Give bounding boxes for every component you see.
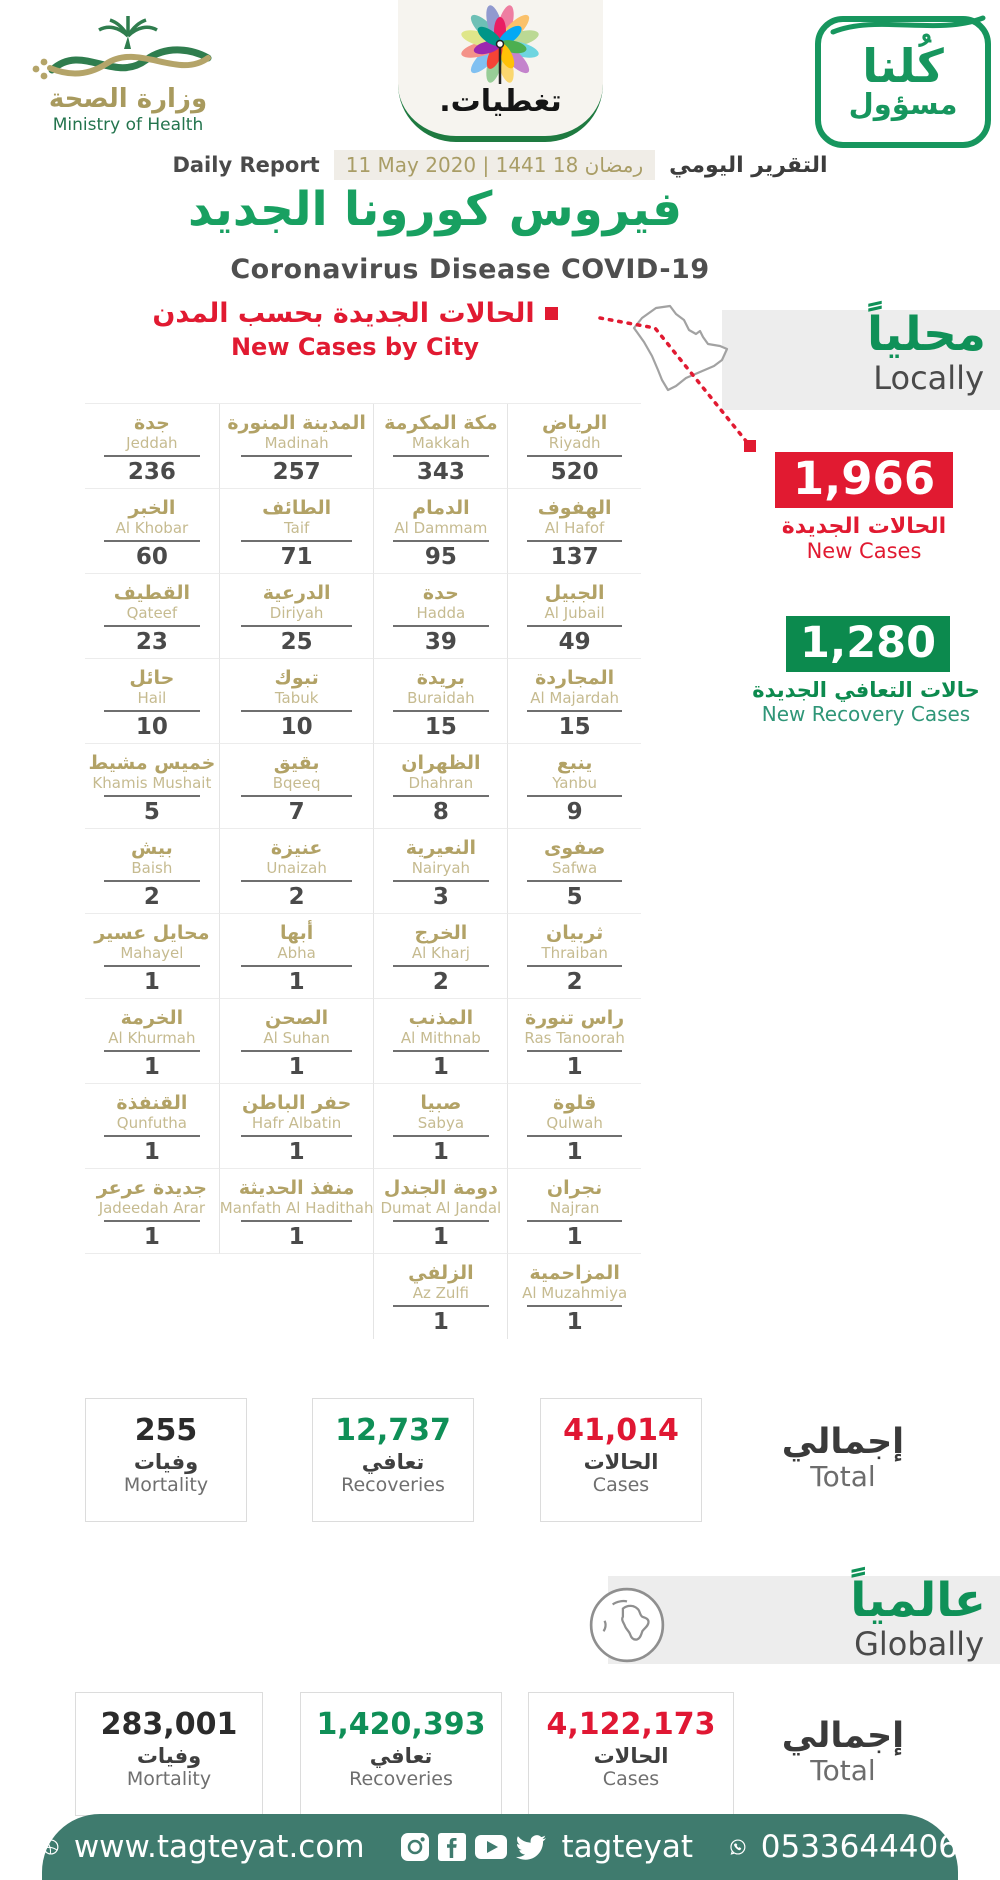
global-mortality-box: [75, 1692, 263, 1816]
city-cell: [507, 744, 641, 829]
city-new-cases-value: 1: [288, 1223, 305, 1250]
city-name-ar: الطائف: [262, 497, 332, 519]
globally-heading-en: Globally: [854, 1625, 984, 1664]
global-cases-label-en: Cases: [602, 1768, 660, 1790]
city-cell: [219, 404, 374, 489]
local-recoveries-box: [312, 1398, 474, 1522]
youtube-icon: [474, 1834, 508, 1860]
city-cell: [219, 574, 374, 659]
global-recoveries-value: 1,420,393: [316, 1707, 486, 1742]
city-name-en: Tabuk: [274, 688, 319, 707]
city-new-cases-value: 236: [127, 458, 176, 485]
city-new-cases-value: 1: [432, 1308, 449, 1335]
local-cases-value: 41,014: [563, 1413, 679, 1448]
city-name-en: Jadeedah Arar: [98, 1198, 206, 1217]
city-name-en: Unaizah: [266, 858, 327, 877]
daily-report-ar: التقرير اليومي: [669, 152, 828, 178]
city-cell: [373, 744, 507, 829]
city-name-ar: الدرعية: [262, 582, 331, 604]
local-total-en: Total: [810, 1460, 876, 1493]
city-name-ar: الزلفي: [408, 1262, 474, 1284]
saudi-arabia-map-icon: [626, 294, 746, 404]
city-cell: [85, 999, 219, 1084]
city-name-en: Baish: [131, 858, 173, 877]
city-underline: [527, 965, 623, 967]
city-underline: [527, 880, 623, 882]
city-name-en: Dhahran: [408, 773, 474, 792]
city-new-cases-value: 1: [143, 1223, 160, 1250]
tagteyat-flower-icon: [398, 0, 603, 86]
city-name-en: Buraidah: [407, 688, 475, 707]
daily-report-en: Daily Report: [172, 153, 320, 177]
city-cell: [507, 574, 641, 659]
city-name-en: Qunfutha: [116, 1113, 187, 1132]
city-name-en: Diriyah: [269, 603, 324, 622]
city-name-ar: الرياض: [541, 412, 608, 434]
locally-heading-ar: محلياً: [867, 307, 986, 362]
city-name-ar: القنفذة: [116, 1092, 188, 1114]
city-new-cases-value: 60: [135, 543, 168, 570]
city-name-ar: محايل عسير: [94, 922, 210, 944]
local-cases-box: [540, 1398, 702, 1522]
new-cases-labels: [754, 514, 974, 563]
city-cell: [507, 914, 641, 999]
city-name-ar: بيش: [131, 837, 173, 859]
footer-website: www.tagteyat.com: [73, 1829, 365, 1865]
new-cases-by-city-ar: الحالات الجديدة بحسب المدن: [152, 298, 535, 329]
city-name-ar: راس تنورة: [525, 1007, 625, 1029]
city-underline: [527, 540, 623, 542]
city-new-cases-value: 2: [288, 883, 305, 910]
city-new-cases-value: 23: [135, 628, 168, 655]
city-name-en: Al Khurmah: [108, 1028, 196, 1047]
city-cell: [507, 489, 641, 574]
city-cell: [373, 489, 507, 574]
city-new-cases-value: 9: [566, 798, 583, 825]
city-name-en: Taif: [283, 518, 310, 537]
city-name-ar: الخرج: [414, 922, 468, 944]
city-cell: [85, 1169, 219, 1254]
global-recoveries-box: [300, 1692, 502, 1816]
city-cell: [219, 914, 374, 999]
local-mortality-value: 255: [134, 1413, 198, 1448]
city-name-en: Al Jubail: [544, 603, 605, 622]
city-underline: [104, 880, 200, 882]
city-underline: [104, 965, 200, 967]
new-cases-by-city-en: New Cases by City: [230, 333, 480, 361]
city-cell: [507, 1169, 641, 1254]
footer-social-icons: [400, 1832, 547, 1862]
page-title-arabic: فيروس كورونا الجديد: [188, 182, 682, 237]
city-cell: [507, 404, 641, 489]
city-cell: [373, 999, 507, 1084]
global-total-en: Total: [810, 1754, 876, 1787]
city-new-cases-value: 1: [566, 1223, 583, 1250]
city-underline: [104, 710, 200, 712]
city-underline: [241, 455, 352, 457]
city-name-en: Al Suhan: [263, 1028, 330, 1047]
city-underline: [241, 540, 352, 542]
city-new-cases-value: 1: [143, 968, 160, 995]
local-mortality-box: [85, 1398, 247, 1522]
city-name-ar: القطيف: [113, 582, 190, 604]
city-name-ar: المجاردة: [535, 667, 615, 689]
city-new-cases-value: 343: [416, 458, 465, 485]
city-underline: [104, 1220, 200, 1222]
city-name-ar: جدة: [133, 412, 170, 434]
city-name-en: Al Khobar: [115, 518, 189, 537]
badge-line2: مسؤول: [848, 87, 958, 122]
global-mortality-value: 283,001: [100, 1707, 238, 1742]
city-underline: [241, 710, 352, 712]
city-underline: [393, 1220, 489, 1222]
city-name-en: Al Muzahmiya: [522, 1283, 628, 1302]
city-name-ar: مكة المكرمة: [384, 412, 498, 434]
badge-line1: كُلنا: [862, 39, 944, 94]
footer-social-handle: tagteyat: [561, 1829, 693, 1865]
city-underline: [393, 540, 489, 542]
city-name-en: Ras Tanoorah: [524, 1028, 625, 1047]
local-cases-label-en: Cases: [592, 1474, 650, 1496]
city-cell: [507, 999, 641, 1084]
city-cell: [507, 1084, 641, 1169]
city-name-en: Qulwah: [546, 1113, 603, 1132]
global-recoveries-label-ar: تعافي: [369, 1744, 433, 1768]
new-recoveries-label-en: New Recovery Cases: [761, 702, 971, 726]
global-total-label: [758, 1716, 928, 1787]
city-name-en: Jeddah: [126, 433, 178, 452]
city-name-ar: حفر الباطن: [241, 1092, 352, 1114]
city-name-ar: حائل: [129, 667, 175, 689]
city-cell: [373, 829, 507, 914]
city-name-en: Khamis Mushait: [92, 773, 212, 792]
red-square-bullet-icon: [545, 307, 558, 320]
city-underline: [393, 455, 489, 457]
city-new-cases-value: 1: [143, 1053, 160, 1080]
city-underline: [527, 795, 623, 797]
city-underline: [527, 1050, 623, 1052]
city-name-ar: دومة الجندل: [383, 1177, 498, 1199]
city-cell: [219, 659, 374, 744]
city-underline: [527, 1305, 623, 1307]
city-cell: [85, 829, 219, 914]
city-new-cases-value: 1: [566, 1308, 583, 1335]
new-cases-value-box: 1,966: [775, 452, 953, 508]
city-name-en: Bqeeq: [272, 773, 321, 792]
city-name-en: Hafr Albatin: [251, 1113, 342, 1132]
city-name-en: Sabya: [417, 1113, 465, 1132]
city-underline: [393, 1135, 489, 1137]
city-name-en: Najran: [549, 1198, 600, 1217]
city-underline: [241, 1135, 352, 1137]
city-new-cases-value: 49: [558, 628, 591, 655]
global-cases-label-ar: الحالات: [593, 1744, 669, 1768]
city-underline: [241, 965, 352, 967]
city-new-cases-value: 2: [432, 968, 449, 995]
city-name-ar: بريدة: [416, 667, 465, 689]
global-mortality-label-ar: وفيات: [136, 1744, 202, 1768]
facebook-icon: [437, 1832, 467, 1862]
city-name-ar: الصحن: [265, 1007, 329, 1029]
local-mortality-label-en: Mortality: [123, 1474, 209, 1496]
city-name-ar: صفوى: [543, 837, 606, 859]
city-underline: [241, 1220, 352, 1222]
city-name-ar: الخرمة: [120, 1007, 184, 1029]
city-cell: [219, 744, 374, 829]
moh-name-english: Ministry of Health: [52, 115, 204, 135]
city-new-cases-value: 1: [432, 1138, 449, 1165]
city-name-en: Manfath Al Hadithah: [219, 1198, 374, 1217]
city-name-ar: خميس مشيط: [88, 752, 216, 774]
city-new-cases-value: 257: [272, 458, 321, 485]
city-name-en: Nairyah: [411, 858, 471, 877]
city-cell: [373, 574, 507, 659]
city-cell: [85, 659, 219, 744]
city-name-ar: حدة: [422, 582, 459, 604]
city-underline: [241, 795, 352, 797]
city-cell: [85, 404, 219, 489]
global-cases-value: 4,122,173: [546, 1707, 716, 1742]
city-underline: [393, 965, 489, 967]
globally-heading-ar: عالمياً: [850, 1573, 986, 1628]
city-new-cases-value: 5: [566, 883, 583, 910]
city-cell: [219, 829, 374, 914]
city-name-en: Yanbu: [552, 773, 598, 792]
city-new-cases-value: 137: [550, 543, 599, 570]
city-name-ar: بقيق: [273, 752, 320, 774]
city-name-ar: المذنب: [408, 1007, 474, 1029]
city-underline: [393, 625, 489, 627]
city-name-en: Hadda: [416, 603, 466, 622]
city-new-cases-value: 10: [135, 713, 168, 740]
city-new-cases-value: 95: [424, 543, 457, 570]
city-cell: [219, 489, 374, 574]
city-name-ar: ينبع: [556, 752, 593, 774]
city-name-ar: الدمام: [412, 497, 470, 519]
city-name-ar: أبها: [279, 922, 314, 944]
city-underline: [393, 880, 489, 882]
city-underline: [393, 1305, 489, 1307]
city-underline: [527, 1220, 623, 1222]
city-new-cases-value: 1: [288, 1138, 305, 1165]
city-new-cases-value: 8: [432, 798, 449, 825]
city-name-ar: ثربيان: [546, 922, 604, 944]
new-recoveries-value-box: 1,280: [786, 616, 950, 672]
local-cases-label-ar: الحالات: [583, 1450, 659, 1474]
new-recoveries-labels: [726, 678, 1000, 726]
city-underline: [241, 625, 352, 627]
city-name-en: Al Mithnab: [400, 1028, 481, 1047]
city-name-en: Dumat Al Jandal: [380, 1198, 502, 1217]
tagteyat-logo: [398, 0, 603, 142]
new-cases-label-ar: الحالات الجديدة: [781, 514, 947, 539]
city-underline: [104, 540, 200, 542]
local-recoveries-label-en: Recoveries: [341, 1474, 445, 1496]
city-grid: [85, 403, 641, 1339]
global-cases-box: [528, 1692, 734, 1816]
city-cell: [85, 489, 219, 574]
global-mortality-label-en: Mortality: [126, 1768, 212, 1790]
city-underline: [527, 1135, 623, 1137]
city-cell: [219, 999, 374, 1084]
report-date-row: [0, 150, 1000, 180]
city-underline: [241, 1050, 352, 1052]
city-new-cases-value: 1: [288, 968, 305, 995]
city-new-cases-value: 1: [288, 1053, 305, 1080]
city-name-ar: الخبر: [128, 497, 176, 519]
city-cell: [85, 744, 219, 829]
city-new-cases-value: 71: [280, 543, 313, 570]
city-new-cases-value: 5: [143, 798, 160, 825]
city-new-cases-value: 7: [288, 798, 305, 825]
whatsapp-icon: [729, 1829, 747, 1865]
local-recoveries-value: 12,737: [335, 1413, 451, 1448]
city-cell: [507, 1254, 641, 1339]
report-date-chip: 11 May 2020 | 1441 رمضان 18: [334, 150, 655, 180]
city-new-cases-value: 15: [424, 713, 457, 740]
local-total-label: [758, 1422, 928, 1493]
city-new-cases-value: 1: [432, 1223, 449, 1250]
city-name-en: Qateef: [126, 603, 178, 622]
moh-logo: [18, 12, 238, 135]
city-name-en: Al Hafof: [544, 518, 605, 537]
city-name-en: Madinah: [264, 433, 329, 452]
city-underline: [104, 1135, 200, 1137]
city-underline: [393, 795, 489, 797]
local-recoveries-label-ar: تعافي: [361, 1450, 425, 1474]
city-new-cases-value: 1: [143, 1138, 160, 1165]
city-name-en: Thraiban: [541, 943, 608, 962]
city-name-ar: الجبيل: [544, 582, 605, 604]
city-name-ar: قلوة: [552, 1092, 597, 1114]
moh-emblem-icon: [18, 12, 238, 84]
city-name-en: Al Kharj: [411, 943, 470, 962]
city-name-ar: عنيزة: [270, 837, 323, 859]
city-new-cases-value: 2: [566, 968, 583, 995]
city-name-en: Safwa: [552, 858, 598, 877]
city-name-en: Riyadh: [548, 433, 601, 452]
city-new-cases-value: 25: [280, 628, 313, 655]
city-name-en: Hail: [137, 688, 167, 707]
city-name-ar: النعيرية: [405, 837, 477, 859]
city-cell: [373, 1169, 507, 1254]
city-new-cases-value: 15: [558, 713, 591, 740]
city-underline: [393, 1050, 489, 1052]
city-name-ar: المدينة المنورة: [227, 412, 366, 434]
new-cases-by-city-heading: [120, 298, 590, 361]
city-name-en: Al Dammam: [394, 518, 488, 537]
new-recoveries-label-ar: حالات التعافي الجديدة: [752, 678, 980, 702]
website-globe-icon: [42, 1829, 60, 1865]
city-cell: [373, 914, 507, 999]
city-underline: [104, 625, 200, 627]
kulna-masool-badge: [815, 16, 991, 148]
city-new-cases-value: 1: [566, 1053, 583, 1080]
tagteyat-wordmark: تغطيات.: [439, 84, 562, 119]
footer-phone: 0533644406: [760, 1829, 958, 1865]
global-total-ar: إجمالي: [781, 1716, 905, 1756]
city-name-ar: صبيا: [420, 1092, 462, 1114]
city-name-ar: نجران: [546, 1177, 603, 1199]
city-cell: [219, 1169, 374, 1254]
city-cell: [219, 1084, 374, 1169]
city-underline: [104, 455, 200, 457]
instagram-icon: [400, 1832, 430, 1862]
city-name-en: Mahayel: [120, 943, 184, 962]
global-recoveries-label-en: Recoveries: [349, 1768, 453, 1790]
city-underline: [393, 710, 489, 712]
page-title-english: Coronavirus Disease COVID-19: [230, 254, 710, 285]
city-cell: [85, 914, 219, 999]
city-underline: [104, 1050, 200, 1052]
city-new-cases-value: 10: [280, 713, 313, 740]
city-underline: [527, 710, 623, 712]
city-name-en: Abha: [277, 943, 316, 962]
city-new-cases-value: 3: [432, 883, 449, 910]
globe-icon: [586, 1584, 668, 1666]
city-cell: [85, 1084, 219, 1169]
city-new-cases-value: 1: [432, 1053, 449, 1080]
city-name-ar: جديدة عرعر: [96, 1177, 207, 1199]
city-underline: [527, 455, 623, 457]
new-cases-label-en: New Cases: [806, 539, 922, 563]
locally-heading-en: Locally: [873, 359, 984, 398]
city-name-ar: الظهران: [401, 752, 481, 774]
footer-bar: [42, 1814, 958, 1880]
city-name-ar: منفذ الحديثة: [238, 1177, 355, 1199]
city-new-cases-value: 2: [143, 883, 160, 910]
city-underline: [241, 880, 352, 882]
locally-band: [722, 307, 1000, 410]
city-underline: [104, 795, 200, 797]
city-new-cases-value: 1: [566, 1138, 583, 1165]
city-name-ar: المزاحمية: [529, 1262, 620, 1284]
city-underline: [527, 625, 623, 627]
city-new-cases-value: 520: [550, 458, 599, 485]
city-cell: [373, 1084, 507, 1169]
moh-name-arabic: وزارة الصحة: [48, 84, 208, 114]
city-name-ar: الهفوف: [537, 497, 612, 519]
city-new-cases-value: 39: [424, 628, 457, 655]
city-name-ar: تبوك: [274, 667, 319, 689]
city-cell: [507, 659, 641, 744]
city-cell: [85, 574, 219, 659]
city-name-en: Az Zulfi: [412, 1283, 470, 1302]
city-name-en: Makkah: [411, 433, 470, 452]
badge-swoosh-icon: [827, 12, 987, 38]
city-cell: [373, 404, 507, 489]
local-mortality-label-ar: وفيات: [133, 1450, 199, 1474]
twitter-icon: [515, 1834, 547, 1861]
city-cell: [507, 829, 641, 914]
local-total-ar: إجمالي: [781, 1422, 905, 1462]
city-cell: [373, 1254, 507, 1339]
city-name-en: Al Majardah: [530, 688, 620, 707]
city-cell: [373, 659, 507, 744]
